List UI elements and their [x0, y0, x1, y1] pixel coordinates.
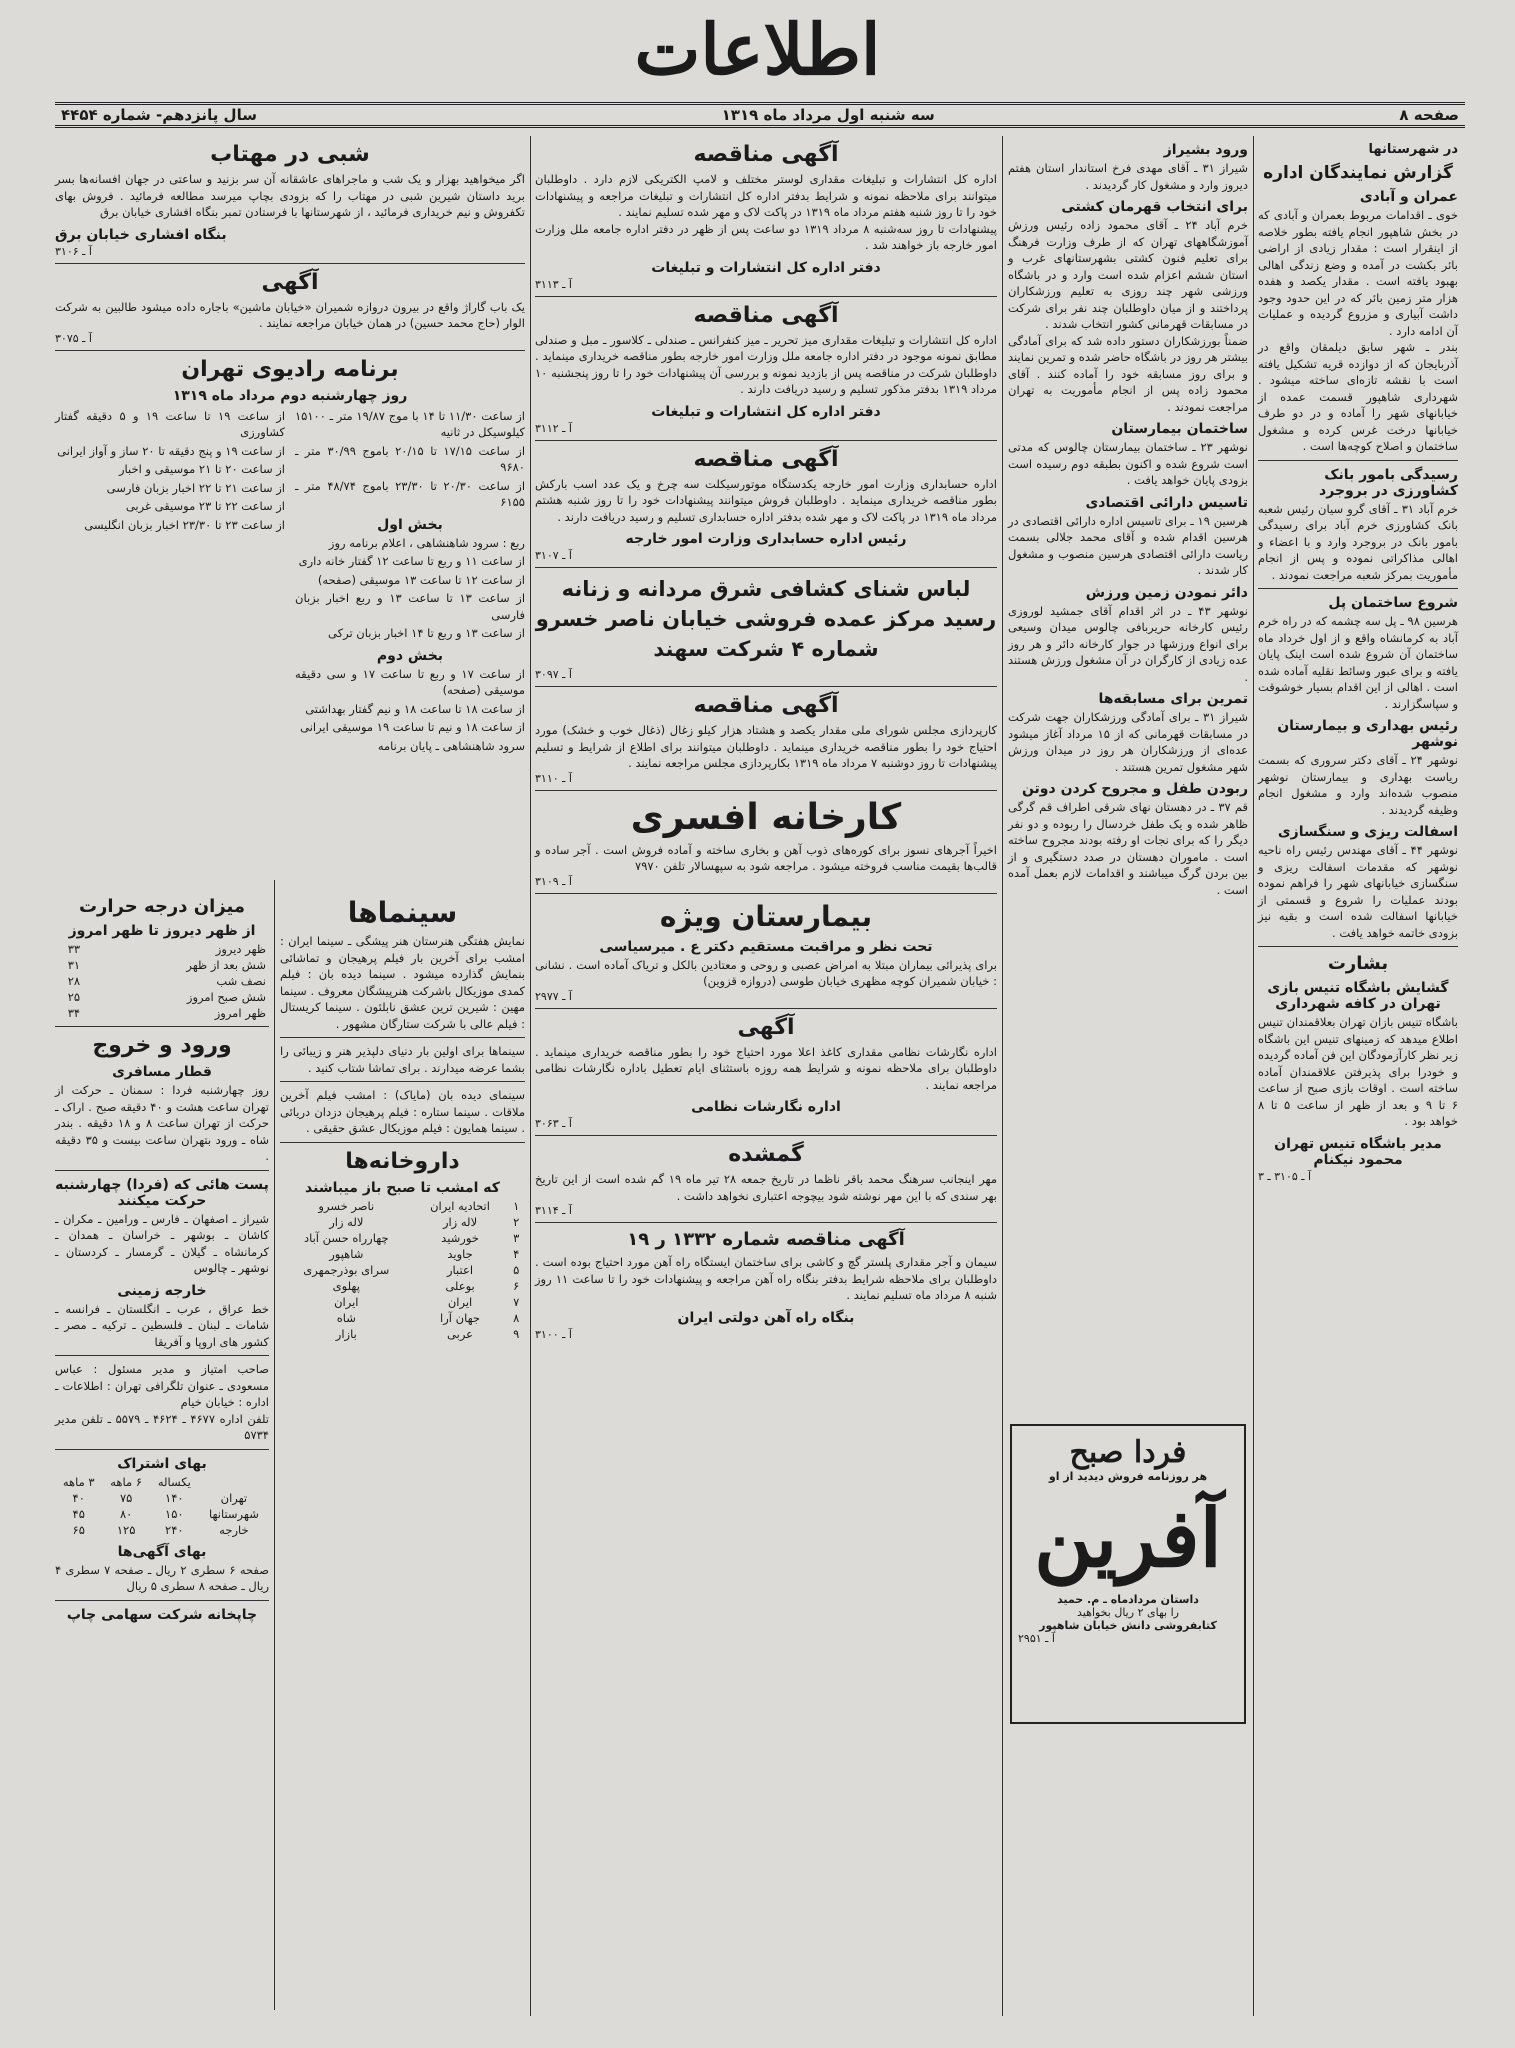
cell: اتحادیه ایران [430, 1198, 490, 1213]
column-rule [274, 880, 275, 2010]
cell: ۲۴۰ [165, 1522, 184, 1537]
article-text: خوی ـ اقدامات مربوط بعمران و آبادی که در بخش شاهپور انجام یافته بطور خلاصه از اینقرار است : مقدار زیادی از اراضی بائر بکشت در آمده و وضع زندگی اهالی بهبود یافته است . مقدار یکصد و هفده هزار متر زمین بائر که در این حدود وجود داشت آبیاری و مزروع گردیده و عملیات آن ادامه دارد . [1258, 208, 1458, 338]
article-text: نوشهر ۲۳ ـ ساختمان بیمارستان چالوس که مدتی است شروع شده و اکنون بطبقه دوم رسیده است بزودی پایان خواهد یافت . [1008, 440, 1248, 487]
newspaper-title: اطلاعات [634, 8, 881, 91]
cell: ۴ [513, 1246, 520, 1261]
radio-line: از ساعت ۲۲ تا ۲۳ موسیقی غربی [125, 499, 285, 513]
table-row [280, 1294, 525, 1310]
temperature-title: میزان درجه حرارت [78, 896, 246, 917]
divider [535, 1222, 997, 1223]
radio-schedule-right [295, 406, 525, 757]
advert-line: داستان مردادماه ـ م. حمید [1057, 1593, 1199, 1606]
cell: عربی [447, 1326, 474, 1341]
issue-date: سه شنبه اول مرداد ماه ۱۳۱۹ [721, 106, 935, 124]
ad-signature: اداره نگارشات نظامی [691, 1099, 841, 1115]
ad-text: سیمان و آجر مقداری پلستر گچ و کاشی برای ساختمان ایستگاه راه آهن مورد احتیاج بوده است . داوطلبان برای ملاحظه شرایط بدفتر بنگاه راه آهن مراجعه و پیشنهادات خود را تا ساعت ۱۱ روز شنبه ۸ مرداد ماه تسلیم نمایند . [535, 1255, 997, 1302]
story-signature: بنگاه افشاری خیابان برق [55, 226, 227, 243]
page-number: صفحه ۸ [1399, 106, 1459, 124]
radio-part-label: بخش دوم [376, 647, 444, 664]
divider [535, 686, 997, 687]
cell: خارجه [219, 1522, 249, 1537]
radio-line: از ساعت ۲۳ تا ۲۳/۳۰ اخبار بزبان انگلیسی [84, 517, 285, 532]
ad-title: آگهی [261, 269, 319, 295]
ad-code: آ ـ ۳۱۰۰ [535, 1327, 572, 1341]
ad-title: آگهی مناقصه [693, 693, 839, 718]
column-rule [1002, 136, 1003, 2016]
ad-price-text: صفحه ۶ سطری ۲ ریال ـ صفحه ۷ سطری ۴ ریال ـ صفحه ۸ سطری ۵ ریال [55, 1562, 270, 1593]
publisher-info: صاحب امتیاز و مدیر مسئول : عباس مسعودی ـ عنوان تلگرافی تهران : اطلاعات ـ اداره : خیابان خیام [55, 1362, 269, 1409]
table-row [280, 1326, 525, 1342]
temperature-table [55, 941, 269, 1021]
subscription-title: بهای اشتراک [117, 1455, 207, 1472]
divider [535, 1008, 997, 1009]
ad-title: گمشده [728, 1142, 804, 1167]
post-text: خط عراق ، عرب ـ انگلستان ـ فرانسه ـ شامات ـ لبنان ـ فلسطین ـ ترکیه ـ مصر ـ کشور های اروپا و آفریقا [55, 1301, 269, 1349]
ad-code: آ ـ ۲۹۷۷ [535, 989, 572, 1003]
cell: یکساله [157, 1474, 191, 1489]
column-provinces [1258, 136, 1458, 1183]
cell: شاه [336, 1310, 356, 1325]
cell: ۲ [513, 1214, 520, 1229]
divider [55, 350, 525, 351]
column-ads [535, 136, 997, 1341]
radio-title: برنامه رادیوی تهران [181, 356, 399, 382]
book-advert-box [1010, 1424, 1246, 1724]
section-label: در شهرستانها [1368, 142, 1458, 157]
article-text: شیراز ۳۱ ـ آقای مهدی فرخ استاندار استان هفتم دیروز وارد و مشغول کار گردیدند . [1008, 161, 1249, 192]
story-text: اگر میخواهید بهزار و یک شب و ماجراهای عاشقانه آن سر بزنید و ساعتی در جهان افسانه‌ها بسر برید داستان شیرین شبی در مهتاب را که بزودی بچاپ میرسد مطالعه فرمائید . فروش بهای تکفروش و نیم خریداری فرمائید ، از شهرستانها با فرستادن تمبر بنگاه افشاری خیابان برق [55, 172, 525, 219]
ad-code: آ ـ ۳۱۱۳ [535, 277, 572, 291]
ad-code: آ ـ ۳۱۱۲ [535, 421, 572, 435]
ad-text: پیشنهادات تا روز سه‌شنبه ۸ مرداد ۱۳۱۹ دو ساعت پس از ظهر در دفتر اداره جامعه ملل وزارت امور خارجه باز خواهند شد . [535, 221, 997, 252]
hospital-advert-title: بیمارستان ویژه [659, 899, 873, 933]
cell: ۴۰ [72, 1490, 85, 1505]
divider [55, 1600, 269, 1601]
cell: تهران [220, 1490, 248, 1505]
cell: بوعلی [445, 1278, 475, 1293]
advert-line: را بهای ۲ ریال بخواهید [1077, 1606, 1179, 1619]
cell: ۸ [513, 1310, 520, 1325]
article-text: بندر ـ شهر سابق دیلمقان واقع در آذربایجان که از دوازده قریه تشکیل یافته است با نقشه تازه‌ای ساخته میشود . شهرداری شاهپور قسمت عمده از خیابانهای شهر را آماده و در دو طرف خیابانها درخت غرس کرده و مشغول ساختمان و اصلاح کوچه‌ها است . [1258, 340, 1458, 453]
article-text: باشگاه تنیس بازان تهران بعلاقمندان تنیس اطلاع میدهد که زمینهای تنیس این باشگاه زیر نظر کارآزمودگان این فن آماده گردیده و خودرا برای پذیرفتن علاقمندان آماده ساخته است . اوقات بازی صبح از ساعت ۶ تا ۹ و بعد از ظهر از ساعت ۵ تا ۸ خواهد بود . [1258, 1015, 1458, 1128]
divider [280, 1142, 525, 1143]
radio-line: از ساعت ۱۲ تا ساعت ۱۳ موسیقی (صفحه) [317, 572, 525, 587]
pharmacy-subtitle: که امشب تا صبح باز میباشند [305, 1179, 500, 1196]
divider [535, 790, 997, 791]
divider [55, 1026, 269, 1027]
ad-text: اداره حسابداری وزارت امور خارجه یکدستگاه موتورسیکلت سه چرخ و یک عدد اسب بارکش بطور مناقصه خریداری مینماید . داوطلبان فروش میتوانند پیشنهادات خود را تا روز شنبه هشتم مرداد ماه ۱۳۱۹ در پاکت لاک و مهر شده بدفتر اداره حسابداری تسلیم و رسید دریافت دارند . [535, 476, 997, 524]
article-text: قم ۳۷ ـ در دهستان نهای شرقی اطراف قم گرگی ظاهر شده و یک طفل خردسال را ربوده و دو نفر دیگر را که برای نجات او رفته بودند مجروح ساخته است . ماموران دهستان در صدد دستگیری و از بین بردن گرگ میباشند و اقدامات لازم بعمل آمده است . [1008, 800, 1249, 897]
ad-signature: رئیس اداره حسابداری وزارت امور خارجه [625, 531, 907, 547]
cell: ۶۵ [72, 1522, 85, 1537]
radio-line: از ساعت ۲۰ تا ۲۱ موسیقی و اخبار [118, 462, 285, 476]
cell: ۸۰ [119, 1506, 133, 1521]
cell: ایران [447, 1294, 473, 1309]
article-title: رئیس بهداری و بیمارستان نوشهر [1277, 718, 1458, 750]
radio-line: از ساعت ۱۱ و ربع تا ساعت ۱۲ گفتار خانه داری [298, 554, 525, 568]
ad-code: آ ـ ۳۰۹۷ [535, 668, 572, 681]
cell: ۳۳ [67, 942, 81, 956]
travel-text: روز چهارشنبه فردا : سمنان ـ حرکت از تهران ساعت هشت و ۴۰ دقیقه صبح . اراک ـ حرکت از تهران ساعت ۸ و ۱۸ دقیقه . بندر شاه ـ ورود بتهران ساعت بیست و ۳۵ دقیقه . [55, 1083, 269, 1163]
divider [1258, 588, 1458, 589]
ad-title: آگهی مناقصه [693, 302, 839, 328]
cell: ۱ [513, 1198, 520, 1213]
radio-line: ربع : سرود شاهنشاهی ، اعلام برنامه روز [328, 535, 525, 550]
article-text: خرم آباد ۳۱ ـ آقای گرو سیان رئیس شعبه بانک کشاورزی خرم آباد برای رسیدگی بامور بانک در بروجرد وارد و با اعضاء و اهالی مذاکراتی نموده و پس از انجام مأموریت بمرکز شعبه مراجعت نمودند . [1258, 501, 1459, 582]
radio-line: از ساعت ۱۸ و نیم تا ساعت ۱۹ موسیقی ایرانی [300, 720, 525, 734]
divider [535, 440, 997, 441]
radio-line: از ساعت ۱۷ و ربع تا ساعت ۱۷ و سی دقیقه موسیقی (صفحه) [295, 666, 525, 697]
divider [1258, 460, 1458, 461]
cell: سرای بوذرجمهری [303, 1262, 390, 1277]
ad-code: آ ـ ۳۱۱۴ [535, 1204, 572, 1217]
cell: ۳ ماهه [62, 1474, 95, 1489]
post-foreign-title: خارجه زمینی [117, 1282, 207, 1299]
article-title: تمرین برای مسابقه‌ها [1098, 691, 1248, 707]
ad-text: کارپردازی مجلس شورای ملی مقدار یکصد و هشتاد هزار کیلو زغال (ذغال خوب و خشک) مورد احتیاج خود را بطور مناقصه خریداری مینماید . داوطلبان میتوانند برای اطلاع از شرایط و تسلیم پیشنهادات تا روز دوشنبه ۷ مرداد ماه ۱۳۱۹ بکارپردازی مجلس مراجعه نمایند . [535, 723, 997, 770]
table-row [280, 1246, 525, 1262]
subscription-table [55, 1474, 269, 1538]
cell: جاوید [447, 1246, 473, 1261]
table-row [55, 973, 269, 989]
article-title: شروع ساختمان پل [1328, 595, 1458, 611]
dateline [55, 102, 1465, 128]
cell: ۱۴۰ [165, 1490, 184, 1505]
ad-code: آ ـ ۳۱۰۹ [535, 874, 572, 888]
article-text: نوشهر ۲۴ ـ آقای دکتر سروری که بسمت ریاست بهداری و بیمارستان نوشهر منصوب شده‌اند وارد و مشغول انجام وظیفه گردیدند . [1258, 753, 1458, 817]
radio-line: از ساعت ۱۷/۱۵ تا ۲۰/۱۵ باموج ۳۰/۹۹ متر ـ ۹۶۸۰ [295, 443, 526, 474]
divider [280, 1081, 525, 1082]
radio-line: از ساعت ۲۰/۳۰ تا ۲۳/۳۰ باموج ۴۸/۷۴ متر ـ ۶۱۵۵ [295, 478, 526, 509]
pharmacy-table [280, 1198, 525, 1342]
divider [535, 1135, 997, 1136]
cell: ۵ [513, 1262, 520, 1277]
radio-part-label: بخش اول [377, 516, 443, 533]
pharmacy-title: داروخانه‌ها [345, 1148, 460, 1174]
cell: ۴۵ [72, 1506, 85, 1521]
cell: شاهپور [329, 1246, 364, 1261]
cell: ۳ [513, 1230, 520, 1245]
masthead [0, 0, 1515, 100]
signature: مدیر باشگاه تنیس تهران محمود نیکنام [1274, 1135, 1442, 1168]
table-row [55, 1506, 269, 1522]
table-row [280, 1278, 525, 1294]
article-text: نوشهر ۴۴ ـ آقای مهندس رئیس راه ناحیه نوشهر که مقدمات اسفالت ریزی و سنگسازی خیابانهای شهر را فراهم نموده بودند عملیات را شروع و قسمتی از خیابانها اسفالت شده است و بقیه نیز بزودی خاتمه خواهد یافت . [1258, 843, 1458, 940]
cell: ۶ ماهه [110, 1474, 143, 1489]
ad-text: اخیراً آجرهای نسوز برای کوره‌های ذوب آهن و بخاری ساخته و آماده فروش است . آجر ساده و قالب‌ها بقیمت مناسب فروخته میشود . مراجعه شود به سپهسالار تلفن ۷۹۷۰ [535, 842, 997, 873]
cell: ۷۵ [119, 1490, 133, 1505]
table-row [280, 1262, 525, 1278]
cell: ۷ [513, 1294, 520, 1309]
article-text: هرسین ۱۹ ـ برای تاسیس اداره دارائی اقتصادی در هرسین اقدام شده و آقای محمد جلالی بسمت ریاست دارائی اقتصادی هرسین منصوب و مشغول کار شدند . [1008, 513, 1248, 577]
column-rule [1253, 136, 1254, 2016]
radio-line: از ساعت ۲۱ تا ۲۲ اخبار بزبان فارسی [106, 480, 285, 495]
column-left-top [55, 136, 525, 756]
cell: ۱۲۵ [116, 1522, 136, 1537]
article-title: برای انتخاب قهرمان کشتی [1061, 199, 1248, 215]
ad-price-title: بهای آگهی‌ها [117, 1543, 207, 1560]
post-title: پست هائی که (فردا) چهارشنبه حرکت میکنند [55, 1176, 269, 1209]
cinema-text: سینمای دیده بان (مایاک) : امشب فیلم آخرین ملاقات . سینما ستاره : فیلم پرهیجان دزدان دریائی . سینما همایون : فیلم موزیکال عشق حقیقی . [280, 1088, 525, 1135]
cell: شهرستانها [208, 1506, 259, 1521]
ad-subtitle: تحت نظر و مراقبت مستقیم دکتر ع . میرسیاسی [599, 938, 933, 955]
radio-line: از ساعت ۱۳ و ربع تا ۱۴ اخبار بزبان ترکی [328, 626, 525, 640]
cell: جهان آرا [440, 1310, 481, 1325]
temperature-subtitle: از ظهر دیروز تا ظهر امروز [68, 923, 256, 939]
ad-code: آ ـ ۳۰۷۵ [55, 331, 92, 345]
table-row [55, 989, 269, 1005]
article-text: نوشهر ۴۳ ـ در اثر اقدام آقای جمشید لوروزی رئیس کارخانه حریربافی چالوس میدان وسیعی برای انواع ورزشها در جوار کارخانه دائر و هر روز عده زیادی از کارگران در آن مشغول ورزش هستند . [1008, 603, 1248, 684]
cell: ناصر خسرو [318, 1198, 375, 1213]
cell: ۹ [513, 1326, 520, 1341]
divider [55, 263, 525, 264]
radio-line: از ساعت ۱۱/۳۰ تا ۱۴ با موج ۱۹/۸۷ متر ـ ۱۵۱۰۰ کیلوسیکل در ثانیه [295, 408, 526, 439]
cinema-text: سینماها برای اولین بار دنیای دلپذیر هنر و زیبائی را بشما عرضه میدارند . برای تماشا شتاب کنید . [280, 1044, 525, 1075]
cell: نصف شب [216, 974, 266, 988]
cinema-text: نمایش هفتگی هنرستان هنر پیشگی ـ سینما ایران : امشب برای آخرین بار فیلم پرهیجان و تماشائی بنمایش گذارده میشود . سینما دیده بان : فیلم کمدی موزیکال باشرکت هنرپیشگان معروف . سینما مهین : شیرین ترین عشق نابلئون . سینما کریستال : فیلم عالی با شرکت ستارگان مشهور . [280, 934, 525, 1031]
column-rule [530, 136, 531, 2016]
swimwear-advert: لباس شنای کشافی شرق مردانه و زنانه رسید مرکز عمده فروشی خیابان ناصر خسرو شماره ۴ شرکت سهند [535, 577, 997, 661]
divider [1258, 946, 1458, 947]
cell: ظهر امروز [214, 1006, 266, 1020]
advert-line: هر روزنامه فروش دیدید از او [1048, 1470, 1208, 1483]
cell: ایران [334, 1294, 359, 1309]
article-title: ورود بشیراز [1163, 142, 1248, 158]
radio-schedule [55, 406, 525, 757]
cell: اعتبار [447, 1262, 474, 1277]
table-row [55, 941, 269, 957]
article-title: تاسیس دارائی اقتصادی [1085, 494, 1248, 511]
ad-code: آ ـ ۳۱۱۰ [535, 771, 572, 785]
issue-number: سال پانزدهم- شماره ۴۴۵۴ [61, 106, 257, 124]
table-row [280, 1230, 525, 1246]
advert-big-title: آفرین [1034, 1491, 1222, 1585]
cell: بازار [335, 1326, 357, 1341]
divider [535, 567, 997, 568]
cell: چهارراه حسن آباد [303, 1230, 389, 1245]
divider [535, 296, 997, 297]
article-title: رسیدگی بامور بانک کشاورزی در بروجرد [1319, 466, 1458, 499]
ad-code: آ ـ ۳۱۰۷ [535, 549, 572, 562]
ad-title: آگهی مناقصه [693, 446, 839, 472]
ad-title: آگهی مناقصه [693, 142, 839, 167]
story-title: شبی در مهتاب [210, 142, 370, 167]
article-text: شیراز ۳۱ ـ برای آمادگی ورزشکاران جهت شرکت در مسابقات قهرمانی که از ۱۵ مرداد آغاز میشود عده‌ای از ورزشکاران هر روز در میدان ورزش شهر مشغول تمرین هستند . [1008, 710, 1248, 774]
ad-text: اداره نگارشات نظامی مقداری کاغذ اعلا مورد احتیاج خود را بطور مناقصه خریداری مینماید . داوطلبان برای ملاحظه نمونه و شرایط همه روزه باستثنای ایام تعطیل باداره نگارشات نظامی مراجعه نمایند . [535, 1044, 997, 1092]
article-title: اسفالت ریزی و سنگسازی [1277, 824, 1458, 840]
printer-credit: چاپخانه شرکت سهامی چاپ [66, 1606, 258, 1623]
ad-text: یک باب گاراژ واقع در بیرون دروازه شمیران «خیابان ماشین» باجاره داده میشود طالبین به شرکت الوار (حاج محمد حسین) در همان خیابان مراجعه نمایند . [55, 299, 525, 330]
cell: ظهر دیروز [215, 942, 266, 956]
phone-info: تلفن اداره ۴۶۷۷ ـ ۴۶۲۴ ـ ۵۵۷۹ ـ تلفن مدیر ۵۷۳۴ [55, 1411, 269, 1442]
cell: پهلوی [332, 1278, 360, 1293]
radio-line: سرود شاهنشاهی ـ پایان برنامه [377, 738, 525, 753]
cell: ۲۸ [67, 974, 81, 988]
article-text: ضمناً بورزشکاران دستور داده شد که برای آمادگی بیشتر هر روز در باشگاه حاضر شده و تمرین نمایند و برای روز مسابقه خود را آماده کنند . آقای محمود زاده پس از انجام مأموریت به تهران مراجعت نمودند . [1008, 333, 1248, 414]
radio-date: روز چهارشنبه دوم مرداد ماه ۱۳۱۹ [172, 387, 408, 404]
travel-subtitle: قطار مسافری [112, 1064, 212, 1080]
post-text: شیراز ـ اصفهان ـ فارس ـ ورامین ـ مکران ـ کاشان ـ بوشهر ـ خراسان ـ همدان ـ کرمانشاه ـ گیلان ـ گرمسار ـ کردستان ـ نوشهر ـ چالوس [55, 1211, 269, 1275]
article-text: خرم آباد ۲۴ ـ آقای محمود زاده رئیس ورزش آموزشگاههای تهران که از طرف وزارت فرهنگ برای تعلیم فنون کشتی بشهرستانهای غرب و استان ششم اعزام شده است وارد و در باشگاه ورزشی شهر چند روزی به تعلیم ورزشکاران پرداختند و از میان داوطلبان چند نفر برای شرکت در مسابقات قهرمانی کشور انتخاب شدند . [1008, 218, 1249, 331]
cell: لاله زار [442, 1214, 478, 1229]
cell: ۳۱ [67, 958, 81, 972]
ad-text: برای پذیرائی بیماران مبتلا به امراض عصبی و روحی و معتادین بالکل و تریاک آماده است . نشانی : خیابان شمیران کوچه مظهری خیابان طوسی (دروازه قزوین) [535, 957, 997, 988]
article-title: دائر نمودن زمین ورزش [1085, 584, 1248, 601]
column-news [1008, 136, 1248, 898]
radio-line: از ساعت ۱۳ تا ساعت ۱۳ و ربع اخبار بزبان فارسی [295, 591, 526, 622]
article-subtitle: گشایش باشگاه تنیس بازی تهران در کافه شهرداری [1267, 980, 1449, 1012]
article-title: عمران و آبادی [1359, 189, 1458, 205]
section-headline: گزارش نمایندگان اداره [1263, 163, 1453, 183]
advert-line: کتابفروشی دانش خیابان شاهپور [1039, 1619, 1217, 1632]
ad-code: آ ـ ۲۹۵۱ [1018, 1632, 1055, 1645]
ad-signature: دفتر اداره کل انتشارات و تبلیغات [651, 403, 881, 420]
cell: ۳۴ [67, 1006, 81, 1020]
cell: ۶ [513, 1278, 520, 1293]
ad-signature: بنگاه راه آهن دولتی ایران [677, 1309, 855, 1326]
article-text: هرسین ۹۸ ـ پل سه چشمه که در راه خرم آباد به کرمانشاه واقع و از اول خرداد ماه ساختمان آن شروع شده است اینک پایان یافته و برای عبور وسائط نقلیه آماده شده است . اهالی از این اقدام بسیار خوشوقت و سپاسگزارند . [1258, 614, 1458, 711]
cell: ۱۵۰ [165, 1506, 184, 1521]
table-row [55, 1474, 269, 1490]
article-title: ربودن طفل و مجروح کردن دوتن [1021, 781, 1248, 797]
cell: شش بعد از ظهر [186, 958, 266, 972]
column-services [55, 890, 269, 1625]
table-row [280, 1198, 525, 1214]
factory-advert-title: کارخانه افسری [630, 796, 902, 838]
ad-code: آ ـ ۳۰۶۳ [535, 1117, 572, 1130]
ad-title: آگهی [737, 1014, 795, 1040]
table-row [55, 957, 269, 973]
article-title: ساختمان بیمارستان [1111, 421, 1248, 437]
travel-title: ورود و خروج [92, 1033, 232, 1058]
ad-signature: دفتر اداره کل انتشارات و تبلیغات [651, 259, 881, 276]
table-row [55, 1490, 269, 1506]
divider [55, 1449, 269, 1450]
cinema-title: سینماها [347, 896, 458, 929]
divider [535, 893, 997, 894]
ad-text: مهر اینجانب سرهنگ محمد باقر ناظما در تاریخ جمعه ۲۸ تیر ماه ۱۹ گم شده است از این تاریخ بهر سندی که با این مهر نوشته شود بیچوجه اعتباری نخواهد داشت . [535, 1172, 997, 1203]
table-row [55, 1005, 269, 1021]
ad-code: آ ـ ۳۱۰۶ [55, 244, 92, 258]
cell: خورشید [441, 1230, 479, 1245]
radio-line: از ساعت ۱۹ و پنج دقیقه تا ۲۰ ساز و آواز ایرانی [57, 443, 285, 458]
ad-text: اداره کل انتشارات و تبلیغات مقداری لوستر مختلف و لامپ الکتریکی لازم دارد . داوطلبان میتوانند برای ملاحظه نمونه و شرایط بدفتر اداره کل انتشارات و تبلیغات مراجعه و پیشنهادات خود را تا روز شنبه هفتم مرداد ماه ۱۳۱۹ در پاکت لاک و مهر شده تسلیم نمایند . [535, 172, 997, 219]
cell: ۲۵ [67, 990, 81, 1004]
divider [280, 1037, 525, 1038]
ad-code: آ ـ ۳۱۰۵ ـ ۳ [1258, 1169, 1312, 1183]
table-row [280, 1214, 525, 1230]
article-title: بشارت [1327, 953, 1389, 974]
cell: لاله زار [329, 1214, 364, 1229]
table-row [280, 1310, 525, 1326]
cell [199, 1474, 269, 1490]
table-row [55, 1522, 269, 1538]
radio-line: از ساعت ۱۹ تا ساعت ۱۹ و ۵ دقیقه گفتار کشاورزی [55, 408, 286, 439]
ad-title: آگهی مناقصه شماره ۱۳۳۲ ر ۱۹ [627, 1229, 905, 1250]
ad-text: اداره کل انتشارات و تبلیغات مقداری میز تحریر ـ میز کنفرانس ـ صندلی ـ کلاسور ـ مبل و صندلی مطابق نمونه موجود در دفتر اداره جامعه ملل وزارت امور خارجه بطور مناقصه خریداری مینماید . داوطلبان شرکت در مناقصه پس از بازدید نمونه و بررسی آن پیشنهادات خود را تا روز پنجشنبه ۱۰ مرداد ۱۳۱۹ بدفتر مذکور تسلیم و رسید دریافت دارند . [535, 332, 997, 396]
divider [55, 1355, 269, 1356]
cell: شش صبح امروز [186, 990, 266, 1004]
column-cinemas [280, 890, 525, 1342]
advert-heading: فردا صبح [1069, 1435, 1187, 1470]
radio-schedule-left [55, 406, 285, 757]
divider [55, 1170, 269, 1171]
radio-line: از ساعت ۱۸ تا ساعت ۱۸ و نیم گفتار بهداشتی [305, 701, 525, 716]
